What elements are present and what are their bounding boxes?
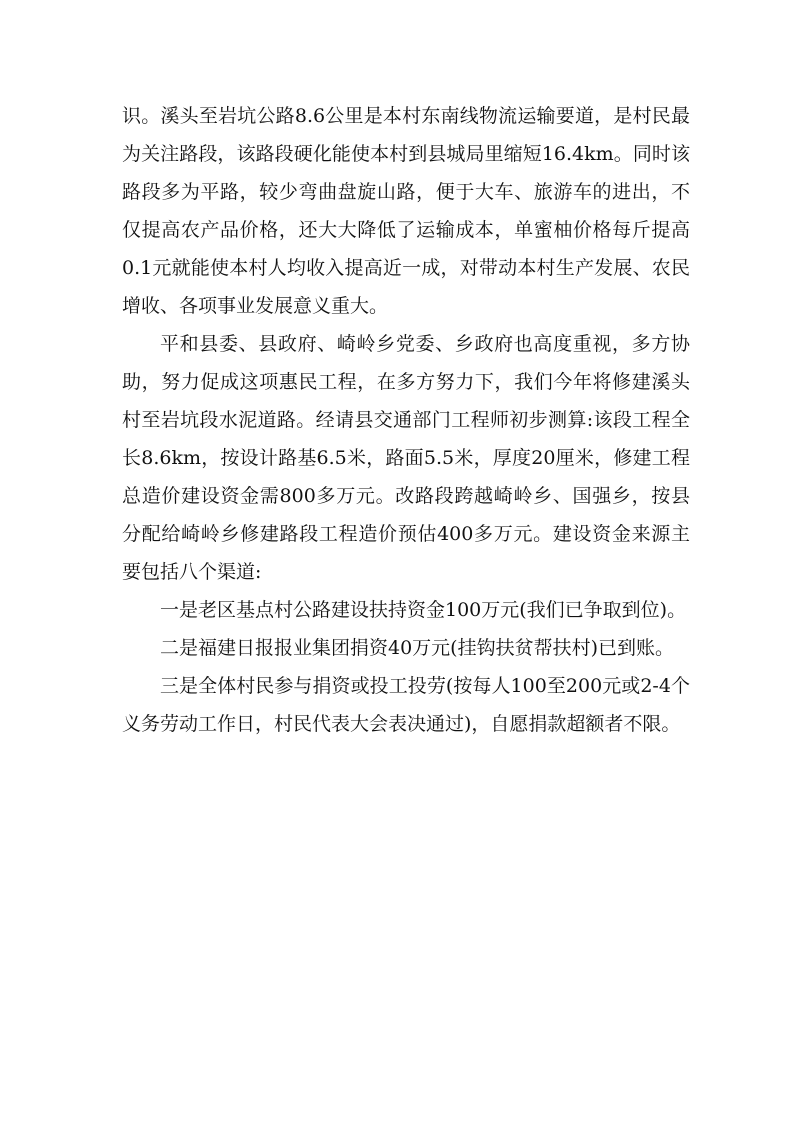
paragraph-funding-source-1: 一是老区基点村公路建设扶持资金100万元(我们已争取到位)。 — [160, 599, 687, 621]
body-text — [122, 97, 690, 743]
paragraph-continued: 识。溪头至岩坑公路8.6公里是本村东南线物流运输要道，是村民最为关注路段，该路段硬化能使本村到县城局里缩短16.4km。同时该路段多为平路，较少弯曲盘旋山路，便于大车、旅游车的进出，不仅提高农产品价格，还大大降低了运输成本，单蜜柚价格每斤提高0.1元就能使本村人均收入提高近一成，对带动本村生产发展、农民增收、各项事业发展意义重大。 — [122, 105, 690, 317]
paragraph-government-support: 平和县委、县政府、崎岭乡党委、乡政府也高度重视，多方协助，努力促成这项惠民工程，在多方努力下，我们今年将修建溪头村至岩坑段水泥道路。经请县交通部门工程师初步测算:该段工程全长8.6km，按设计路基6.5米，路面5.5米，厚度20厘米，修建工程总造价建设资金需800多万元。改路段跨越崎岭乡、国强乡，按县分配给崎岭乡修建路段工程造价预估400多万元。建设资金来源主要包括八个渠道: — [122, 333, 690, 583]
paragraph-funding-source-3: 三是全体村民参与捐资或投工投劳(按每人100至200元或2-4个义务劳动工作日，村民代表大会表决通过)，自愿捐款超额者不限。 — [122, 675, 690, 735]
paragraph-funding-source-2: 二是福建日报报业集团捐资40万元(挂钩扶贫帮扶村)已到账。 — [160, 637, 675, 659]
